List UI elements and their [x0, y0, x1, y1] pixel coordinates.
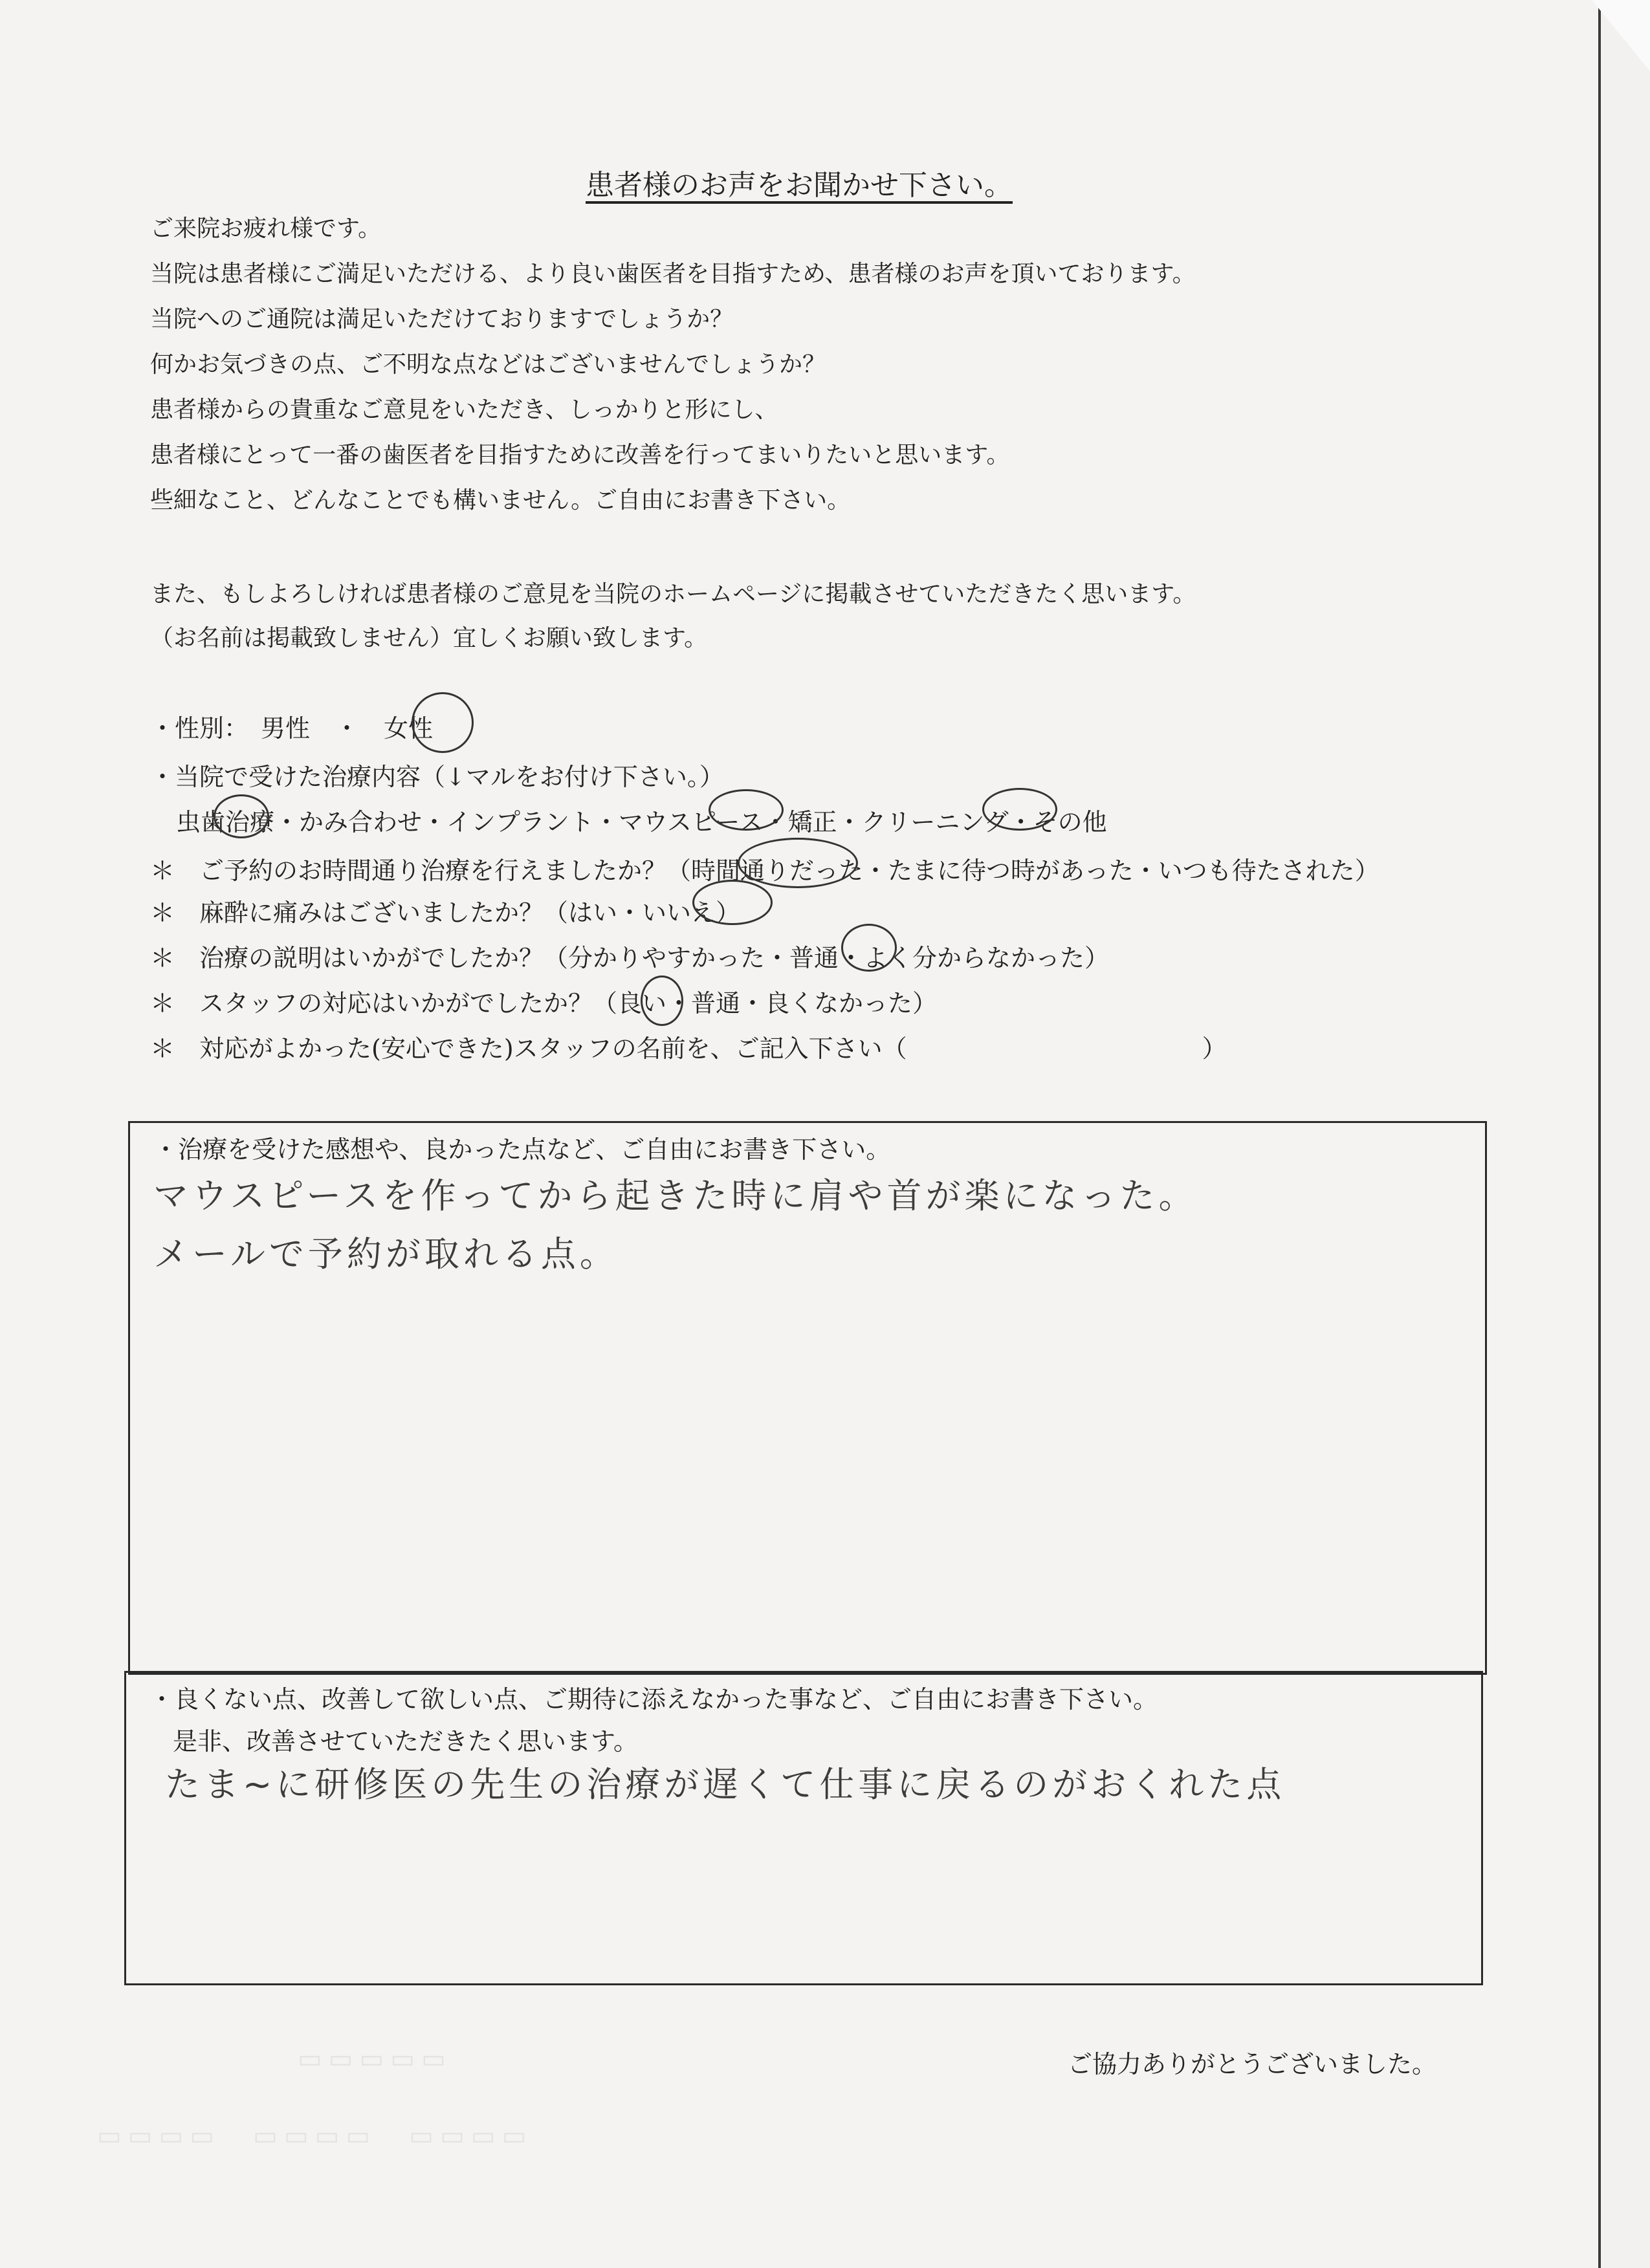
comment-box-bad — [124, 1671, 1483, 1985]
show-through-mark-1: ▭▭▭▭▭ — [298, 2044, 452, 2074]
comment-box-good — [128, 1121, 1487, 1675]
question-staff-name: ＊ 対応がよかった(安心できた)スタッフの名前を、ご記入下さい（ ） — [150, 1034, 1227, 1063]
handwritten-answer-good-2: メールで予約が取れる点。 — [153, 1234, 619, 1274]
consent-line-1: また、もしよろしければ患者様のご意見を当院のホームページに掲載させていただきたく思います。 — [150, 581, 1196, 607]
question-time: ＊ ご予約のお時間通り治療を行えましたか？（時間通りだった・たまに待つ時があった・いつも待たされた） — [150, 856, 1380, 885]
question-explanation: ＊ 治療の説明はいかがでしたか？（分かりやすかった・普通・よく分からなかった） — [150, 944, 1110, 972]
intro-line-7: 些細なこと、どんなことでも構いません。ご自由にお書き下さい。 — [150, 487, 851, 514]
selection-circle-cavity — [214, 794, 269, 838]
treatment-label: ・当院で受けた治療内容（↓マルをお付け下さい。） — [150, 763, 724, 791]
intro-line-2: 当院は患者様にご満足いただける、より良い歯医者を目指すため、患者様のお声を頂いております。 — [150, 261, 1196, 287]
intro-line-5: 患者様からの貴重なご意見をいただき、しっかりと形にし、 — [150, 397, 778, 423]
selection-circle-cleaning — [982, 788, 1057, 831]
selection-circle-on-time — [738, 838, 858, 888]
question-pain: ＊ 麻酔に痛みはございましたか？（はい・いいえ） — [150, 899, 741, 927]
show-through-mark-2: ▭▭▭▭ ▭▭▭▭ ▭▭▭▭ — [97, 2121, 533, 2151]
comment-box-bad-label: ・良くない点、改善して欲しい点、ご期待に添えなかった事など、ご自由にお書き下さい。 — [149, 1685, 1158, 1714]
intro-line-1: ご来院お疲れ様です。 — [150, 215, 382, 242]
selection-circle-mouthpiece — [709, 789, 784, 831]
thanks-note: ご協力ありがとうございました。 — [1068, 2050, 1437, 2078]
consent-line-2: （お名前は掲載致しません）宜しくお願い致します。 — [150, 625, 708, 651]
handwritten-answer-bad: たま~に研修医の先生の治療が遅くて仕事に戻るのがおくれた点 — [165, 1764, 1286, 1805]
selection-circle-normal — [841, 924, 897, 972]
gender-question: ・性別： 男性 ・ 女性 — [150, 714, 434, 743]
selection-circle-no — [692, 880, 773, 925]
intro-line-3: 当院へのご通院は満足いただけておりますでしょうか？ — [150, 306, 734, 333]
handwritten-answer-good-1: マウスピースを作ってから起きた時に肩や首が楽になった。 — [153, 1175, 1198, 1216]
page-title: 患者様のお声をお聞かせ下さい。 — [586, 169, 1013, 202]
intro-line-6: 患者様にとって一番の歯医者を目指すために改善を行ってまいりたいと思います。 — [150, 442, 1010, 468]
comment-box-bad-label-2: 是非、改善させていただきたく思います。 — [173, 1727, 638, 1756]
intro-line-4: 何かお気づきの点、ご不明な点などはございませんでしょうか？ — [150, 351, 826, 378]
selection-circle-female — [412, 692, 474, 753]
comment-box-good-label: ・治療を受けた感想や、良かった点など、ご自由にお書き下さい。 — [153, 1135, 891, 1164]
question-staff: ＊ スタッフの対応はいかがでしたか？（良い・普通・良くなかった） — [150, 989, 938, 1018]
treatment-options: 虫歯治療・かみ合わせ・インプラント・マウスピース・矯正・クリーニング・その他 — [176, 808, 1107, 836]
selection-circle-good — [641, 976, 683, 1026]
